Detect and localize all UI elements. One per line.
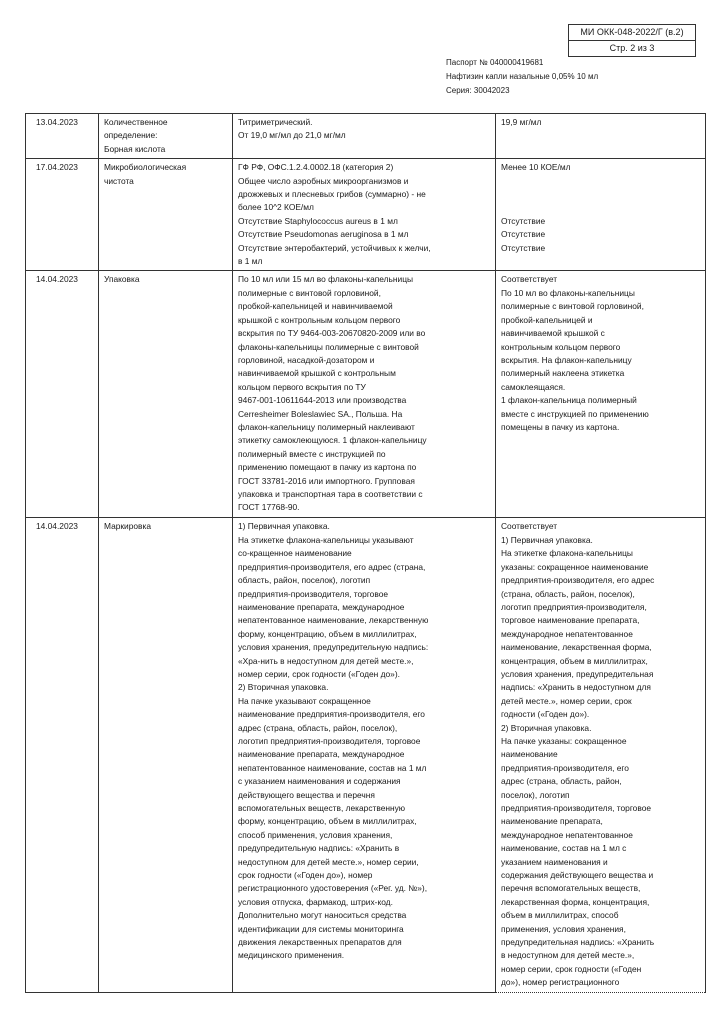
result-text: наименование, состав на 1 мл с — [501, 843, 627, 854]
requirement-text: наименование препарата, международное — [238, 749, 405, 760]
requirement-text: На пачке указывают сокращенное — [238, 695, 371, 706]
requirement-text: ГФ РФ, ОФС.1.2.4.0002.18 (категория 2) — [238, 162, 394, 173]
result-text: наименование препарата, — [501, 816, 603, 827]
requirement-text: Общее число аэробных микроорганизмов и — [238, 175, 409, 186]
requirement-text: предупредительную надпись: «Хранить в — [238, 843, 400, 854]
requirement-text: предприятия-производителя, его адрес (страна, — [238, 561, 426, 572]
requirement-text: предприятия-производителя, торговое — [238, 588, 389, 599]
requirement-text: флакон-капельницу полимерный наклеивают — [238, 421, 415, 432]
table-row — [26, 518, 706, 992]
requirement-text: вспомогательных веществ, лекарственную — [238, 803, 406, 813]
date-cell — [26, 159, 99, 271]
result-text: адрес (страна, область, район, — [501, 776, 622, 787]
result-text: вместе с инструкцией по применению — [501, 408, 649, 419]
result-text: в недоступном для детей месте.», — [501, 950, 635, 961]
result-text: самоклеящаяся. — [501, 381, 566, 392]
requirement-text: форму, концентрацию, объем в миллилитрах, — [238, 628, 417, 639]
indicator-cell — [99, 159, 233, 271]
requirement-text: 1) Первичная упаковка. — [238, 521, 330, 532]
result-cell — [496, 271, 706, 518]
date-cell — [26, 518, 99, 992]
result-cell — [496, 114, 706, 159]
requirement-text: Отсутствие Pseudomonas aeruginosa в 1 мл — [238, 229, 409, 240]
result-text: полимерный наклеена этикетка — [501, 368, 625, 379]
result-text: По 10 мл во флаконы-капельницы — [501, 287, 635, 298]
requirement-text: дрожжевых и плесневых грибов (суммарно) - не — [238, 189, 426, 200]
requirement-text: 9467-001-10611644-2013 или производства — [238, 395, 407, 406]
requirement-cell — [233, 114, 496, 159]
requirement-text: флаконы-капельницы полимерные с винтовой — [238, 341, 419, 352]
result-text: наименование, лекарственная форма, — [501, 642, 652, 653]
requirement-text: медицинского применения. — [238, 950, 345, 961]
result-text: детей месте.», номер серии, срок — [501, 695, 632, 706]
requirement-text: логотип предприятия-производителя, торговое — [238, 735, 421, 746]
result-text: Соответствует — [501, 274, 558, 285]
requirement-text: От 19,0 мг/мл до 21,0 мг/мл — [238, 130, 346, 141]
result-text: номер серии, срок годности («Годен — [501, 963, 642, 974]
requirement-text: способ применения, условия хранения, — [238, 829, 393, 840]
requirement-text: номер серии, срок годности («Годен до»). — [238, 668, 400, 679]
requirement-text: этикетку самоклеющуюся. 1 флакон-капельницу — [238, 435, 427, 446]
result-text: Соответствует — [501, 521, 558, 532]
result-text: содержания действующего вещества и — [501, 870, 654, 881]
result-text: до»), номер регистрационного — [501, 977, 620, 988]
result-text: полимерные с винтовой горловиной, — [501, 301, 644, 312]
test-date: 14.04.2023 — [36, 274, 78, 285]
requirement-text: область, район, поселок), логотип — [238, 575, 371, 586]
requirement-cell — [233, 271, 496, 518]
requirement-text: По 10 мл или 15 мл во флаконы-капельницы — [238, 274, 414, 285]
result-text: На пачке указаны: сокращенное — [501, 735, 627, 746]
test-date: 17.04.2023 — [36, 162, 78, 173]
result-text: вскрытия. На флакон-капельницу — [501, 354, 632, 365]
indicator-cell — [99, 271, 233, 518]
result-text: Отсутствие — [501, 242, 546, 253]
requirement-text: ГОСТ 33781-2016 или импортного. Групповая — [238, 475, 415, 486]
result-text: поселок), логотип — [501, 789, 570, 800]
requirement-text: полимерные с винтовой горловиной, — [238, 287, 381, 298]
requirement-text: упаковка и транспортная тара в соответствии с — [238, 488, 423, 499]
requirement-text: более 10^2 КОЕ/мл — [238, 202, 314, 213]
table-row — [26, 159, 706, 271]
requirement-text: условия хранения, предупредительную надпись: — [238, 642, 429, 653]
indicator-text: Микробиологическая — [104, 162, 187, 173]
result-text: условия хранения, предупредительная — [501, 668, 654, 679]
table-row — [26, 114, 706, 159]
result-text: Отсутствие — [501, 215, 546, 226]
result-text: помещены в пачку из картона. — [501, 421, 620, 432]
requirement-text: «Хра-нить в недоступном для детей месте.», — [238, 655, 414, 666]
requirement-text: применению помещают в пачку из картона по — [238, 462, 417, 473]
requirement-text: действующего вещества и перечня — [238, 789, 375, 800]
date-cell — [26, 271, 99, 518]
requirement-cell — [233, 518, 496, 992]
result-cell — [496, 518, 706, 992]
test-results-table — [25, 113, 706, 993]
requirement-text: непатентованное наименование, состав на 1 мл — [238, 762, 427, 773]
requirement-text: На этикетке флакона-капельницы указывают — [238, 534, 414, 545]
document-code-box — [568, 24, 696, 57]
indicator-text: определение: — [104, 130, 158, 141]
requirement-text: ГОСТ 17768-90. — [238, 502, 300, 513]
result-cell — [496, 159, 706, 271]
requirement-text: наименование препарата, международное — [238, 601, 405, 612]
requirement-text: идентификации для системы мониторинга — [238, 923, 404, 934]
result-text: пробкой-капельницей и — [501, 314, 593, 325]
result-text: указанием наименования и — [501, 856, 608, 867]
result-text: предприятия-производителя, его — [501, 762, 629, 773]
result-text: предупредительная надпись: «Хранить — [501, 937, 655, 948]
requirement-text: навинчиваемой крышкой с контрольным — [238, 368, 396, 379]
result-text: международное непатентованное — [501, 829, 633, 840]
result-text: надпись: «Хранить в недоступном для — [501, 682, 651, 693]
result-text: применения, условия хранения, — [501, 923, 626, 934]
requirement-text: в 1 мл — [238, 256, 263, 267]
indicator-text: Количественное — [104, 117, 168, 127]
requirement-text: 2) Вторичная упаковка. — [238, 682, 329, 693]
result-text: перечня вспомогательных веществ, — [501, 883, 641, 894]
requirement-text: форму, концентрацию, объем в миллилитрах, — [238, 816, 417, 827]
requirement-text: срок годности («Годен до»), номер — [238, 870, 373, 881]
document-code: МИ ОКК-048-2022/Г (в.2) — [580, 27, 684, 37]
result-text: (страна, область, район, поселок), — [501, 588, 635, 599]
result-text: наименование — [501, 749, 558, 760]
product-name: Нафтизин капли назальные 0,05% 10 мл — [446, 72, 599, 81]
requirement-text: со-кращенное наименование — [238, 548, 352, 559]
result-text: объем в миллилитрах, способ — [501, 910, 619, 921]
result-text: На этикетке флакона-капельницы — [501, 548, 633, 559]
result-text: 19,9 мг/мл — [501, 117, 542, 127]
requirement-cell — [233, 159, 496, 271]
requirement-text: вскрытия по ТУ 9464-003-20670820-2009 или во — [238, 328, 426, 339]
table-row — [26, 271, 706, 518]
test-date: 13.04.2023 — [36, 117, 78, 127]
series-number: Серия: 30042023 — [446, 86, 510, 95]
indicator-text: чистота — [104, 175, 134, 186]
requirement-text: Cerresheimer Boleslawiec SA., Польша. На — [238, 408, 403, 419]
test-date: 14.04.2023 — [36, 521, 78, 532]
requirement-text: кольцом первого вскрытия по ТУ — [238, 381, 366, 392]
result-text: указаны: сокращенное наименование — [501, 561, 649, 572]
indicator-cell — [99, 114, 233, 159]
page-number: Стр. 2 из 3 — [569, 40, 695, 56]
requirement-text: полимерный вместе с инструкцией по — [238, 448, 386, 459]
result-text: международное непатентованное — [501, 628, 633, 639]
result-text: навинчиваемой крышкой с — [501, 328, 605, 339]
requirement-text: движения лекарственных препаратов для — [238, 937, 402, 948]
result-text: торговое наименование препарата, — [501, 615, 640, 626]
result-text: лекарственная форма, концентрация, — [501, 896, 650, 907]
requirement-text: Отсутствие Staphylococcus aureus в 1 мл — [238, 215, 398, 226]
result-text: контрольным кольцом первого — [501, 341, 621, 352]
result-text: годности («Годен до»). — [501, 709, 590, 720]
requirement-text: условия отпуска, фармакод, штрих-код. — [238, 896, 393, 907]
date-cell — [26, 114, 99, 159]
indicator-cell — [99, 518, 233, 992]
result-text: логотип предприятия-производителя, — [501, 601, 647, 612]
result-text: Отсутствие — [501, 229, 546, 240]
result-text: 2) Вторичная упаковка. — [501, 722, 592, 733]
requirement-text: Дополнительно могут наноситься средства — [238, 910, 407, 921]
requirement-text: пробкой-капельницей и навинчиваемой — [238, 301, 393, 312]
requirement-text: горловиной, насадкой-дозатором и — [238, 354, 375, 365]
result-text: 1 флакон-капельница полимерный — [501, 395, 637, 406]
result-text: концентрация, объем в миллилитрах, — [501, 655, 648, 666]
requirement-text: крышкой с контрольным кольцом первого — [238, 314, 401, 325]
requirement-text: с указанием наименования и содержания — [238, 776, 401, 787]
indicator-text: Маркировка — [104, 521, 151, 532]
requirement-text: наименование предприятия-производителя, его — [238, 709, 425, 720]
result-text: предприятия-производителя, его адрес — [501, 575, 655, 586]
indicator-text: Борная кислота — [104, 143, 166, 154]
result-text: предприятия-производителя, торговое — [501, 803, 652, 813]
result-text: 1) Первичная упаковка. — [501, 534, 593, 545]
passport-number: Паспорт № 040000419681 — [446, 58, 544, 67]
result-text: Менее 10 КОЕ/мл — [501, 162, 571, 173]
requirement-text: Титриметрический. — [238, 117, 313, 127]
requirement-text: адрес (страна, область, район, поселок), — [238, 722, 398, 733]
requirement-text: Отсутствие энтеробактерий, устойчивых к желчи, — [238, 242, 431, 253]
passport-info — [446, 56, 598, 98]
requirement-text: недоступном для детей месте.», номер серии, — [238, 856, 419, 867]
indicator-text: Упаковка — [104, 274, 140, 285]
requirement-text: регистрационного удостоверения («Рег. уд. №»), — [238, 883, 428, 894]
requirement-text: непатентованное наименование, лекарственную — [238, 615, 429, 626]
